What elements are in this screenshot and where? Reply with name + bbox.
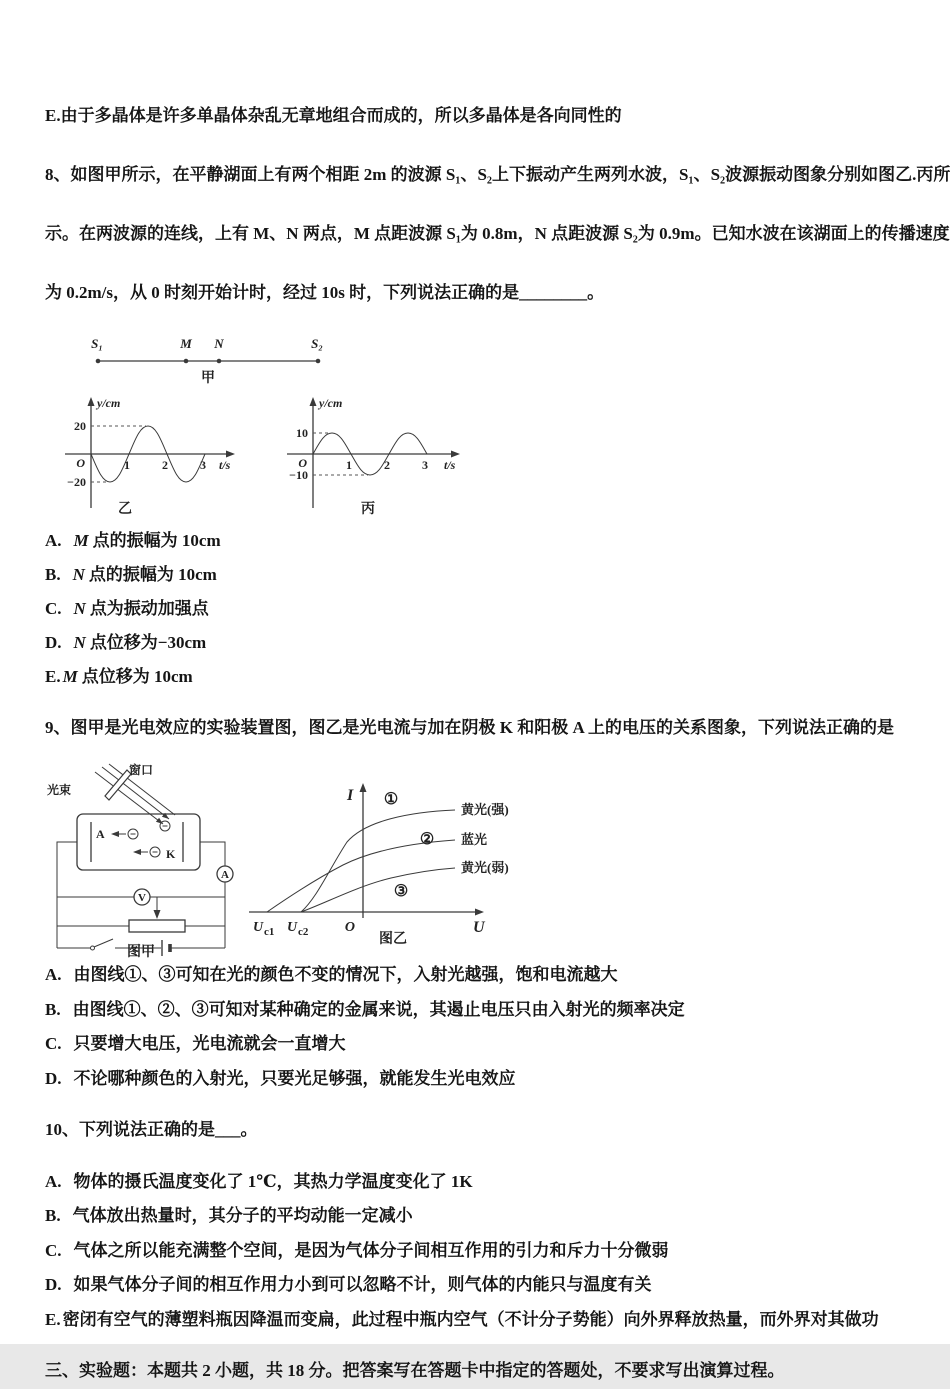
x-axis-label: U bbox=[473, 919, 485, 936]
q9-figures-row bbox=[45, 762, 905, 958]
option-label: B. bbox=[45, 565, 61, 584]
option-text: 气体放出热量时，其分子的平均动能一定减小 bbox=[72, 1206, 413, 1225]
section-3-header: 三、实验题：本题共 2 小题，共 18 分。把答案写在答题卡中指定的答题处，不要求写出演算过程。 bbox=[45, 1361, 785, 1380]
option-text: 点的振幅为 10cm bbox=[88, 565, 217, 584]
option-label: C. bbox=[45, 599, 62, 618]
option-label: D. bbox=[45, 1275, 62, 1294]
origin-label: O bbox=[344, 920, 355, 935]
x-axis-arrowhead bbox=[475, 909, 484, 916]
label-s2: S₂ bbox=[311, 336, 323, 351]
vacuum-tube bbox=[77, 814, 200, 870]
curve2-label: 蓝光 bbox=[461, 832, 488, 847]
uc2-subscript: c2 bbox=[298, 926, 309, 938]
y-axis-arrowhead bbox=[360, 783, 367, 792]
graph-yi bbox=[53, 390, 243, 516]
cathode-label: K bbox=[166, 847, 176, 861]
tick-plus10: 10 bbox=[296, 426, 308, 440]
uc1-label: U bbox=[253, 920, 264, 935]
q8-option-b bbox=[45, 558, 905, 592]
lower-text-block bbox=[45, 958, 905, 1389]
option-label: E. bbox=[45, 1309, 61, 1329]
left-wire bbox=[57, 842, 77, 948]
window-label: 窗口 bbox=[129, 763, 154, 777]
option-variable: N bbox=[73, 599, 86, 618]
q10-option-c bbox=[45, 1234, 905, 1269]
option-label: D. bbox=[45, 633, 62, 652]
right-wire-upper bbox=[200, 842, 225, 866]
option-variable: M bbox=[73, 531, 89, 550]
q8-options bbox=[45, 524, 905, 694]
option-label: D. bbox=[45, 1068, 62, 1088]
option-text: 点的振幅为 10cm bbox=[92, 531, 221, 550]
q10-option-a bbox=[45, 1165, 905, 1200]
option-text: 气体之所以能充满整个空间，是因为气体分子间相互作用的引力和斥力十分微弱 bbox=[73, 1240, 669, 1260]
caption-bing: 丙 bbox=[361, 502, 375, 517]
graph-bing bbox=[273, 390, 468, 516]
point-n-dot bbox=[217, 359, 222, 364]
tick-2: 2 bbox=[384, 458, 390, 472]
point-s1-dot bbox=[96, 359, 101, 364]
curve3-number: ③ bbox=[393, 883, 409, 900]
curve1-label: 黄光(强) bbox=[461, 802, 509, 817]
label-s1: S₁ bbox=[91, 336, 103, 351]
q9-stem: 9、图甲是光电效应的实验装置图，图乙是光电流与加在阴极 K 和阳极 A 上的电压的关系图象，下列说法正确的是 bbox=[45, 718, 895, 737]
tick-1: 1 bbox=[346, 458, 352, 472]
q8-option-a bbox=[45, 524, 905, 558]
caption-jia: 甲 bbox=[201, 371, 215, 386]
curve-blue-light bbox=[267, 840, 455, 912]
tick-3: 3 bbox=[422, 458, 428, 472]
uc1-subscript: c1 bbox=[264, 926, 275, 938]
tick-minus20: −20 bbox=[67, 475, 86, 489]
photocurrent-voltage-graph bbox=[243, 774, 528, 946]
option-label: A. bbox=[45, 531, 62, 550]
origin-label: O bbox=[298, 456, 307, 470]
q8-option-c bbox=[45, 592, 905, 626]
sources-line-diagram bbox=[83, 331, 323, 385]
window-slit bbox=[105, 770, 131, 800]
label-n: N bbox=[214, 336, 224, 351]
label-m: M bbox=[180, 336, 192, 351]
option-text: 点位移为−30cm bbox=[89, 633, 207, 652]
anode-label: A bbox=[96, 827, 105, 841]
q8-option-d bbox=[45, 626, 905, 660]
rheostat bbox=[129, 920, 185, 932]
option-text: 由图线①、③可知在光的颜色不变的情况下，入射光越强，饱和电流越大 bbox=[73, 965, 618, 984]
tick-2: 2 bbox=[162, 458, 168, 472]
option-label: B. bbox=[45, 999, 61, 1019]
q10-stem: 10、下列说法正确的是___。 bbox=[45, 1120, 258, 1139]
curve3-label: 黄光(弱) bbox=[461, 860, 509, 875]
option-variable: M bbox=[62, 667, 78, 686]
option-text: 密闭有空气的薄塑料瓶因降温而变扁，此过程中瓶内空气（不计分子势能）向外界释放热量，而外界对其做功 bbox=[62, 1309, 879, 1329]
y-axis-arrowhead bbox=[310, 397, 317, 406]
x-axis-arrowhead bbox=[451, 451, 460, 458]
q9-options bbox=[45, 958, 905, 1096]
arrowhead-left bbox=[111, 831, 119, 837]
caption-tu-jia: 图甲 bbox=[127, 945, 155, 960]
q8-stem-line-2: 示。在两波源的连线，上有 M、N 两点，M 点距波源 S₁为 0.8m，N 点距波源 S₂为 0.9m。已知水波在该湖面上的传播速度 bbox=[45, 224, 950, 243]
tick-1: 1 bbox=[124, 458, 130, 472]
q8-stem bbox=[45, 154, 950, 314]
option-text: 点位移为 10cm bbox=[81, 667, 193, 686]
option-text: 不论哪种颜色的入射光，只要光足够强，就能发生光电效应 bbox=[73, 1068, 516, 1088]
tick-3: 3 bbox=[200, 458, 206, 472]
q10-option-e bbox=[45, 1303, 905, 1338]
option-label: C. bbox=[45, 1240, 62, 1260]
option-label: A. bbox=[45, 965, 62, 984]
option-text: 由图线①、②、③可知对某种确定的金属来说，其遏止电压只由入射光的频率决定 bbox=[72, 999, 685, 1019]
beam-label: 光束 bbox=[47, 783, 72, 797]
option-label: B. bbox=[45, 1206, 61, 1225]
q10-option-d bbox=[45, 1268, 905, 1303]
option-label: E. bbox=[45, 667, 61, 686]
arrowhead-left bbox=[133, 849, 141, 855]
q8-option-e bbox=[45, 660, 905, 694]
option-variable: N bbox=[73, 633, 86, 652]
caption-yi: 乙 bbox=[118, 502, 132, 517]
point-s2-dot bbox=[316, 359, 321, 364]
caption-tu-yi: 图乙 bbox=[379, 932, 407, 947]
slider-arrowhead bbox=[154, 910, 161, 919]
curve1-number: ① bbox=[383, 791, 399, 808]
option-variable: N bbox=[72, 565, 85, 584]
y-axis-arrowhead bbox=[88, 397, 95, 406]
q8-graphs-row bbox=[45, 390, 905, 516]
tick-minus10: −10 bbox=[289, 468, 308, 482]
x-axis-label: t/s bbox=[444, 458, 456, 472]
q8-stem-line-3: 为 0.2m/s，从 0 时刻开始计时，经过 10s 时，下列说法正确的是________。 bbox=[45, 283, 605, 302]
ammeter-letter: A bbox=[221, 869, 229, 881]
option-text: 点为振动加强点 bbox=[89, 599, 209, 618]
figure-jia-sources-line bbox=[83, 331, 905, 390]
photoelectric-apparatus-diagram bbox=[45, 762, 235, 958]
point-m-dot bbox=[184, 359, 189, 364]
uc2-label: U bbox=[287, 920, 298, 935]
curve-yellow-strong bbox=[301, 810, 455, 912]
q8-stem-line-1: 8、如图甲所示，在平静湖面上有两个相距 2m 的波源 S₁、S₂上下振动产生两列水波，S₁、S₂波源振动图象分别如图乙.丙所 bbox=[45, 165, 950, 184]
x-axis-label: t/s bbox=[219, 458, 231, 472]
q10-options bbox=[45, 1165, 905, 1338]
voltmeter-letter: V bbox=[138, 892, 146, 904]
q10-option-b bbox=[45, 1199, 905, 1234]
option-text: 只要增大电压，光电流就会一直增大 bbox=[73, 1034, 346, 1053]
prev-question-option-e: E.由于多晶体是许多单晶体杂乱无章地组合而成的，所以多晶体是各向同性的 bbox=[45, 106, 622, 125]
q9-option-b bbox=[45, 993, 905, 1028]
x-axis-arrowhead bbox=[226, 451, 235, 458]
origin-label: O bbox=[76, 456, 85, 470]
beam-arrowhead bbox=[156, 818, 163, 824]
q9-option-a bbox=[45, 958, 905, 993]
option-text: 如果气体分子间的相互作用力小到可以忽略不计，则气体的内能只与温度有关 bbox=[73, 1275, 652, 1294]
y-axis-label: y/cm bbox=[97, 396, 121, 410]
option-label: C. bbox=[45, 1034, 62, 1053]
q9-option-c bbox=[45, 1027, 905, 1062]
curve-yellow-weak bbox=[301, 868, 455, 912]
option-text: 物体的摄氏温度变化了 1℃，其热力学温度变化了 1K bbox=[73, 1171, 473, 1191]
curve2-number: ② bbox=[419, 831, 435, 848]
switch-lever bbox=[94, 939, 113, 947]
y-axis-label: I bbox=[347, 787, 354, 804]
y-axis-label: y/cm bbox=[319, 396, 343, 410]
tick-plus20: 20 bbox=[74, 419, 86, 433]
option-label: A. bbox=[45, 1171, 62, 1191]
q9-option-d bbox=[45, 1062, 905, 1097]
